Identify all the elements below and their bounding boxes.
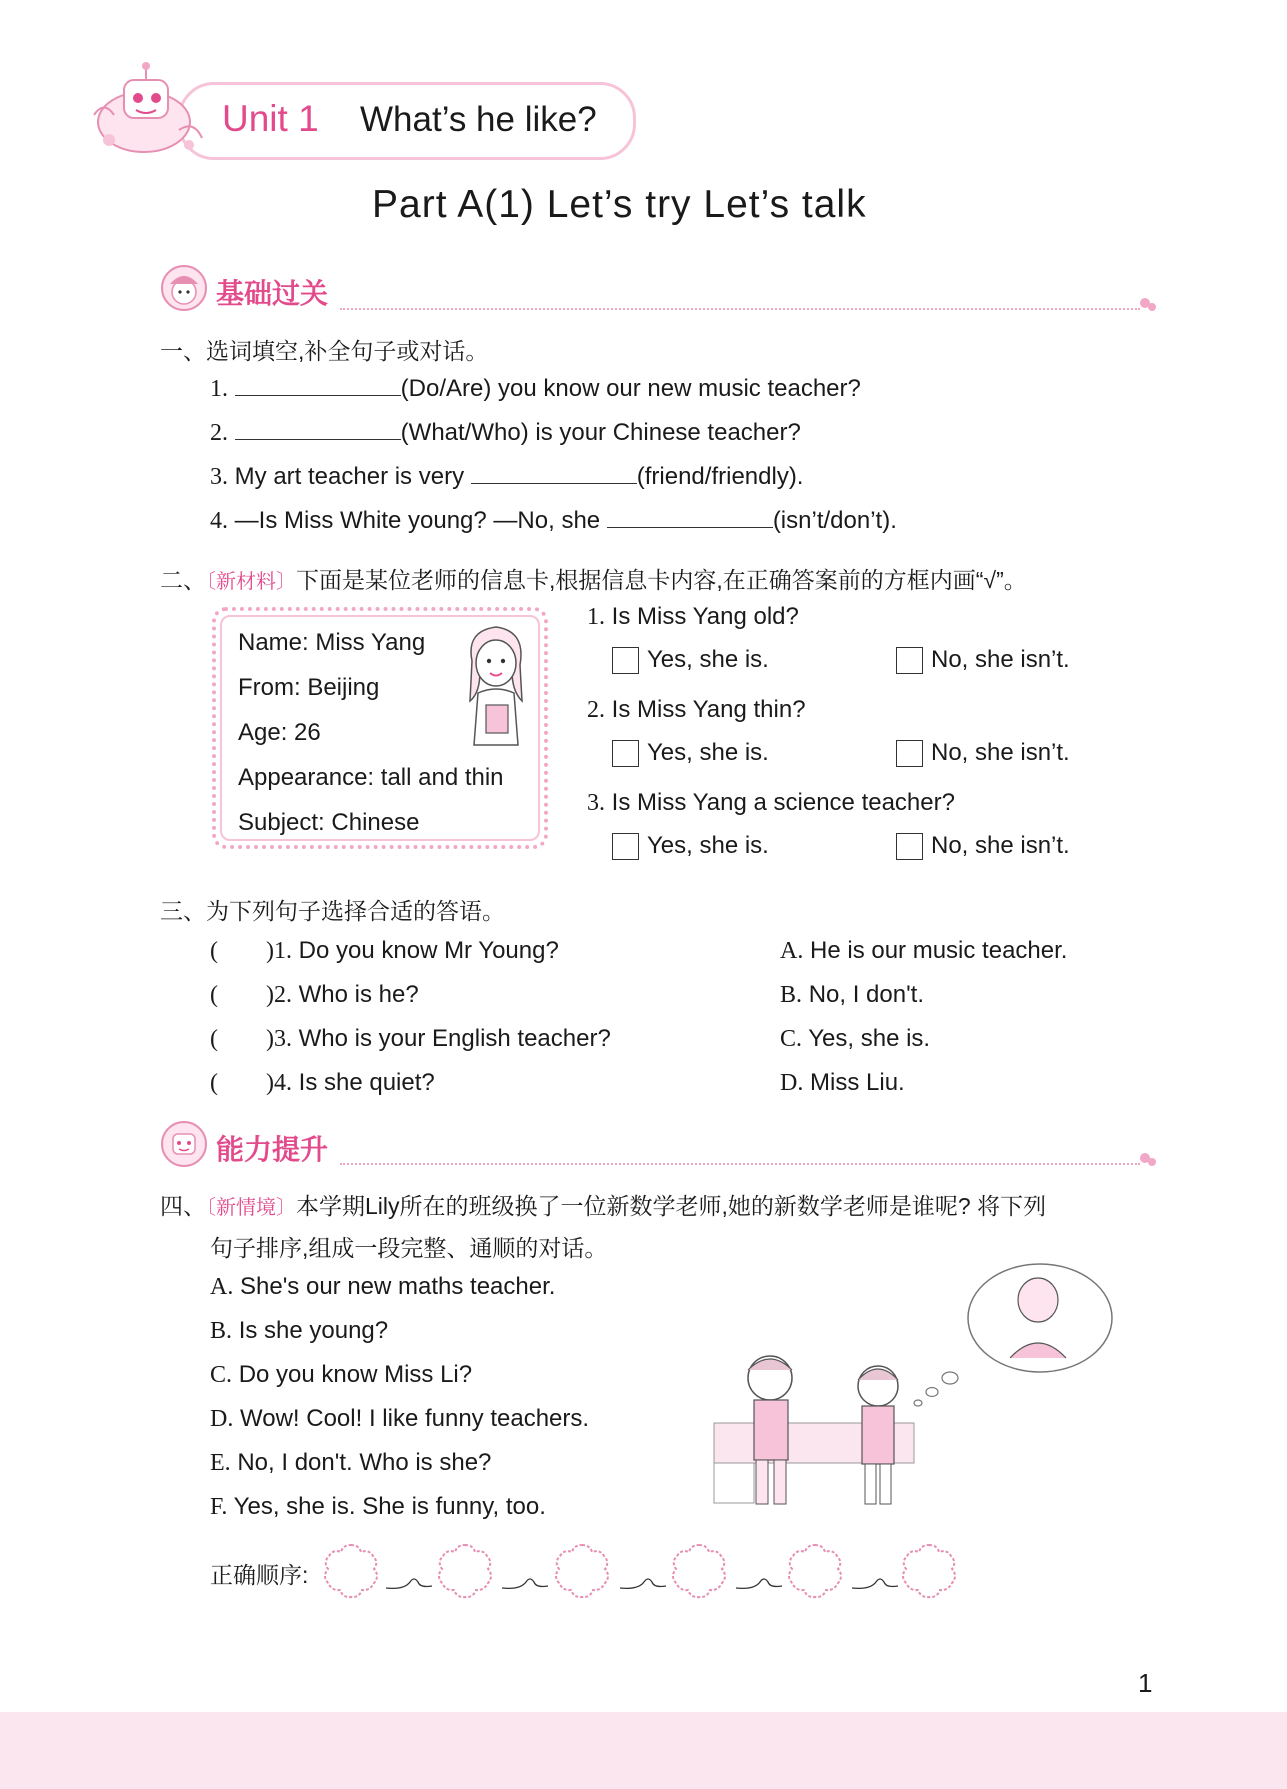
answer-flower-slot-2[interactable] bbox=[436, 1542, 494, 1600]
answer-flower-slot-6[interactable] bbox=[900, 1542, 958, 1600]
item-letter: C. bbox=[210, 1362, 233, 1388]
q3-answer-d bbox=[780, 1069, 905, 1097]
q1-title: 一、选词填空,补全句子或对话。 bbox=[160, 338, 489, 364]
girl-face-icon bbox=[160, 264, 208, 312]
q2-3-option-no[interactable] bbox=[896, 832, 1070, 860]
q1-item-2 bbox=[210, 419, 801, 447]
teacher-girl-illustration-icon bbox=[456, 621, 536, 747]
q4-tag: 〔新情境〕 bbox=[206, 1197, 296, 1219]
item-text: My art teacher is very bbox=[234, 463, 465, 490]
q4-title bbox=[160, 1188, 1046, 1221]
q2-2-option-yes[interactable] bbox=[612, 739, 769, 767]
q1-item-1 bbox=[210, 375, 861, 403]
q2-question-3 bbox=[587, 789, 955, 817]
section-divider bbox=[340, 1163, 1140, 1165]
kids-talking-illustration-icon bbox=[710, 1258, 1150, 1510]
answer-blank[interactable] bbox=[235, 419, 401, 440]
order-label: 正确顺序: bbox=[210, 1562, 309, 1588]
q3-item-1 bbox=[210, 937, 559, 965]
item-text: Is she young? bbox=[238, 1317, 389, 1344]
section-divider bbox=[340, 308, 1140, 310]
answer-letter: A. bbox=[780, 938, 804, 964]
answer-letter: C. bbox=[780, 1026, 803, 1052]
item-letter: F. bbox=[210, 1494, 228, 1520]
q2-2-option-no[interactable] bbox=[896, 739, 1070, 767]
q3-answer-c bbox=[780, 1025, 930, 1053]
item-text: She's our new maths teacher. bbox=[240, 1273, 556, 1300]
item-text: (isn’t/don’t). bbox=[772, 507, 897, 534]
option-text: No, she isn’t. bbox=[931, 739, 1070, 766]
answer-blank[interactable] bbox=[607, 507, 773, 528]
item-text: (Do/Are) you know our new music teacher? bbox=[400, 375, 861, 402]
item-text: No, I don't. Who is she? bbox=[237, 1449, 492, 1476]
item-text: Wow! Cool! I like funny teachers. bbox=[240, 1405, 590, 1432]
answer-letter: B. bbox=[780, 982, 803, 1008]
unit-label: Unit 1 bbox=[222, 98, 319, 139]
answer-flower-slot-1[interactable] bbox=[322, 1542, 380, 1600]
item-number: 3. bbox=[587, 790, 605, 816]
q2-instruction: 下面是某位老师的信息卡,根据信息卡内容,在正确答案前的方框内画“√”。 bbox=[296, 567, 1027, 593]
answer-text: Miss Liu. bbox=[810, 1069, 905, 1096]
question-text: Is she quiet? bbox=[298, 1069, 435, 1096]
connector-swirl-icon bbox=[500, 1572, 550, 1596]
item-letter: A. bbox=[210, 1274, 234, 1300]
q3-item-3 bbox=[210, 1025, 611, 1053]
item-text: Do you know Miss Li? bbox=[238, 1361, 473, 1388]
q1-item-4 bbox=[210, 507, 897, 535]
answer-blank[interactable] bbox=[471, 463, 637, 484]
q3-item-4 bbox=[210, 1069, 435, 1097]
card-name: Name: Miss Yang bbox=[238, 629, 426, 656]
connector-swirl-icon bbox=[850, 1572, 900, 1596]
section-title-basic: 基础过关 bbox=[216, 278, 329, 309]
teacher-info-card bbox=[212, 607, 548, 849]
item-number: 1. bbox=[210, 376, 228, 402]
page-number: 1 bbox=[1138, 1668, 1153, 1698]
question-text: Do you know Mr Young? bbox=[298, 937, 559, 964]
checkbox[interactable] bbox=[612, 647, 639, 674]
q4-item-f bbox=[210, 1493, 546, 1521]
item-letter: E. bbox=[210, 1450, 231, 1476]
q4-item-d bbox=[210, 1405, 589, 1433]
q3-item-2 bbox=[210, 981, 419, 1009]
q2-1-option-yes[interactable] bbox=[612, 646, 769, 674]
answer-text: Yes, she is. bbox=[808, 1025, 931, 1052]
part-title: Part A(1) Let’s try Let’s talk bbox=[372, 183, 867, 226]
checkbox[interactable] bbox=[896, 647, 923, 674]
q1-item-3 bbox=[210, 463, 803, 491]
card-from: From: Beijing bbox=[238, 674, 380, 701]
item-number: 2. bbox=[587, 697, 605, 723]
footer-band bbox=[0, 1712, 1287, 1789]
answer-paren[interactable]: ( )3. bbox=[210, 1026, 292, 1052]
q4-instruction: 本学期Lily所在的班级换了一位新数学老师,她的新数学老师是谁呢? 将下列 bbox=[296, 1193, 1047, 1219]
divider-dot-icon bbox=[1148, 303, 1156, 311]
q2-title bbox=[160, 562, 1027, 595]
answer-text: No, I don't. bbox=[808, 981, 924, 1008]
divider-dot-icon bbox=[1148, 1158, 1156, 1166]
q4-instruction-line2: 句子排序,组成一段完整、通顺的对话。 bbox=[210, 1235, 608, 1261]
item-text: (friend/friendly). bbox=[636, 463, 804, 490]
answer-paren[interactable]: ( )2. bbox=[210, 982, 292, 1008]
item-number: 4. bbox=[210, 508, 228, 534]
q2-question-1 bbox=[587, 603, 799, 631]
checkbox[interactable] bbox=[896, 740, 923, 767]
question-text: Is Miss Yang a science teacher? bbox=[611, 789, 955, 816]
robot-face-icon bbox=[160, 1120, 208, 1168]
q2-prefix: 二、 bbox=[160, 567, 206, 593]
card-appearance: Appearance: tall and thin bbox=[238, 764, 504, 791]
option-text: Yes, she is. bbox=[647, 832, 769, 859]
item-number: 1. bbox=[587, 604, 605, 630]
answer-paren[interactable]: ( )4. bbox=[210, 1070, 292, 1096]
question-text: Is Miss Yang old? bbox=[611, 603, 799, 630]
q3-title: 三、为下列句子选择合适的答语。 bbox=[160, 898, 505, 924]
connector-swirl-icon bbox=[734, 1572, 784, 1596]
checkbox[interactable] bbox=[612, 833, 639, 860]
q4-item-b bbox=[210, 1317, 388, 1345]
card-age: Age: 26 bbox=[238, 719, 321, 746]
q4-prefix: 四、 bbox=[160, 1193, 206, 1219]
question-text: Is Miss Yang thin? bbox=[611, 696, 806, 723]
answer-paren[interactable]: ( )1. bbox=[210, 938, 292, 964]
item-letter: B. bbox=[210, 1318, 233, 1344]
robot-mascot-icon bbox=[84, 60, 234, 160]
option-text: Yes, she is. bbox=[647, 739, 769, 766]
option-text: No, she isn’t. bbox=[931, 832, 1070, 859]
q4-item-c bbox=[210, 1361, 472, 1389]
answer-flower-slot-4[interactable] bbox=[670, 1542, 728, 1600]
option-text: No, she isn’t. bbox=[931, 646, 1070, 673]
checkbox[interactable] bbox=[896, 833, 923, 860]
item-letter: D. bbox=[210, 1406, 234, 1432]
unit-title: What’s he like? bbox=[360, 100, 597, 139]
option-text: Yes, she is. bbox=[647, 646, 769, 673]
q2-3-option-yes[interactable] bbox=[612, 832, 769, 860]
answer-flower-slot-3[interactable] bbox=[553, 1542, 611, 1600]
answer-letter: D. bbox=[780, 1070, 804, 1096]
q2-tag: 〔新材料〕 bbox=[206, 571, 296, 593]
answer-text: He is our music teacher. bbox=[810, 937, 1068, 964]
answer-flower-slot-5[interactable] bbox=[786, 1542, 844, 1600]
answer-blank[interactable] bbox=[235, 375, 401, 396]
q4-item-a bbox=[210, 1273, 555, 1301]
connector-swirl-icon bbox=[618, 1572, 668, 1596]
q4-item-e bbox=[210, 1449, 491, 1477]
q3-answer-b bbox=[780, 981, 924, 1009]
item-text: (What/Who) is your Chinese teacher? bbox=[400, 419, 801, 446]
q2-1-option-no[interactable] bbox=[896, 646, 1070, 674]
question-text: Who is he? bbox=[298, 981, 419, 1008]
connector-swirl-icon bbox=[384, 1572, 434, 1596]
item-text: —Is Miss White young? —No, she bbox=[234, 507, 601, 534]
section-title-advanced: 能力提升 bbox=[216, 1134, 329, 1165]
question-text: Who is your English teacher? bbox=[298, 1025, 611, 1052]
q2-question-2 bbox=[587, 696, 806, 724]
q3-answer-a bbox=[780, 937, 1067, 965]
item-text: Yes, she is. She is funny, too. bbox=[233, 1493, 546, 1520]
item-number: 3. bbox=[210, 464, 228, 490]
checkbox[interactable] bbox=[612, 740, 639, 767]
card-subject: Subject: Chinese bbox=[238, 809, 420, 836]
item-number: 2. bbox=[210, 420, 228, 446]
